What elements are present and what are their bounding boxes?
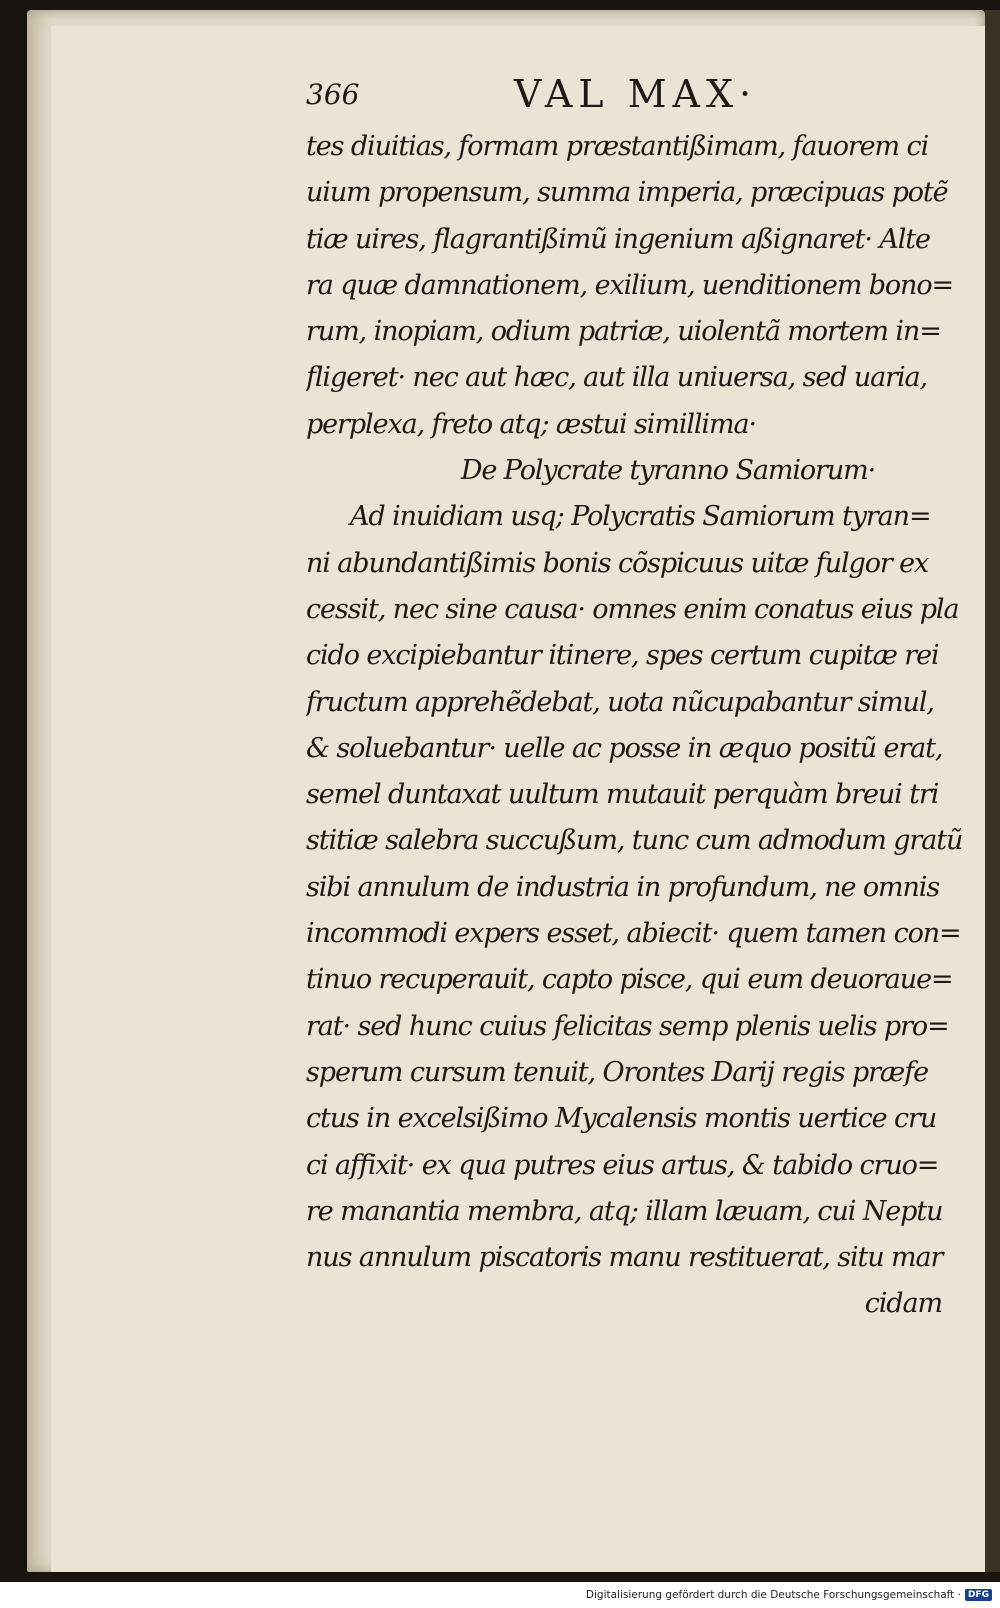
body-text <box>306 124 970 1328</box>
digitization-credit <box>586 1586 992 1604</box>
text-line: cidam <box>864 1288 942 1320</box>
text-line: fligeret· nec aut hæc, aut illa uniuersa, sed uaria, <box>306 362 927 394</box>
text-line: tiæ uires, flagrantißimũ ingenium aßignaret· Alte <box>306 223 930 255</box>
text-line: ra quæ damnationem, exilium, uenditionem bono= <box>306 269 954 301</box>
text-line: ni abundantißimis bonis cõspicuus uitæ fulgor ex <box>306 547 929 579</box>
running-title: VAL MAX· <box>514 72 758 116</box>
book-edge <box>985 10 1000 1572</box>
text-line: tes diuitias, formam præstantißimam, fauorem ci <box>306 131 929 162</box>
text-line: ctus in excelsißimo Mycalensis montis uertice cru <box>306 1103 937 1135</box>
dfg-logo: DFG <box>965 1589 992 1601</box>
running-head <box>306 72 966 122</box>
text-line: Ad inuidiam usq; Polycratis Samiorum tyran= <box>350 501 931 533</box>
text-line: cessit, nec sine causa· omnes enim conatus eius pla <box>306 593 959 625</box>
text-line: re manantia membra, atq; illam læuam, cui Neptu <box>306 1195 943 1227</box>
text-line: sibi annulum de industria in profundum, ne omnis <box>306 871 940 903</box>
text-line: stitiæ salebra succußum, tunc cum admodum gratũ <box>306 825 963 857</box>
text-line: perplexa, freto atq; æstui simillima· <box>306 408 756 440</box>
text-line: tinuo recuperauit, capto pisce, qui eum deuoraue= <box>306 964 953 996</box>
page-number: 366 <box>306 78 360 111</box>
section-heading: De Polycrate tyranno Samiorum· <box>460 455 876 487</box>
text-line: fructum apprehẽdebat, uota nũcupabantur simul, <box>306 686 934 718</box>
text-line: uium propensum, summa imperia, præcipuas potẽ <box>306 177 948 209</box>
text-line: cido excipiebantur itinere, spes certum cupitæ rei <box>306 640 939 672</box>
credit-text: Digitalisierung gefördert durch die Deutsche Forschungsgemeinschaft · <box>585 1589 961 1601</box>
text-line: rat· sed hunc cuius felicitas semp plenis uelis pro= <box>306 1010 949 1042</box>
text-line: rum, inopiam, odium patriæ, uiolentã mortem in= <box>306 316 941 348</box>
text-line: nus annulum piscatoris manu restituerat, situ mar <box>306 1242 943 1274</box>
text-line: semel duntaxat uultum mutauit perquàm breui tri <box>306 779 939 811</box>
text-line: sperum cursum tenuit, Orontes Darij regis præfe <box>306 1056 928 1088</box>
text-line: ci affixit· ex qua putres eius artus, & tabido cruo= <box>306 1149 939 1181</box>
text-line: incommodi expers esset, abiecit· quem tamen con= <box>306 918 961 950</box>
text-line: & soluebantur· uelle ac posse in æquo positũ erat, <box>306 732 943 764</box>
